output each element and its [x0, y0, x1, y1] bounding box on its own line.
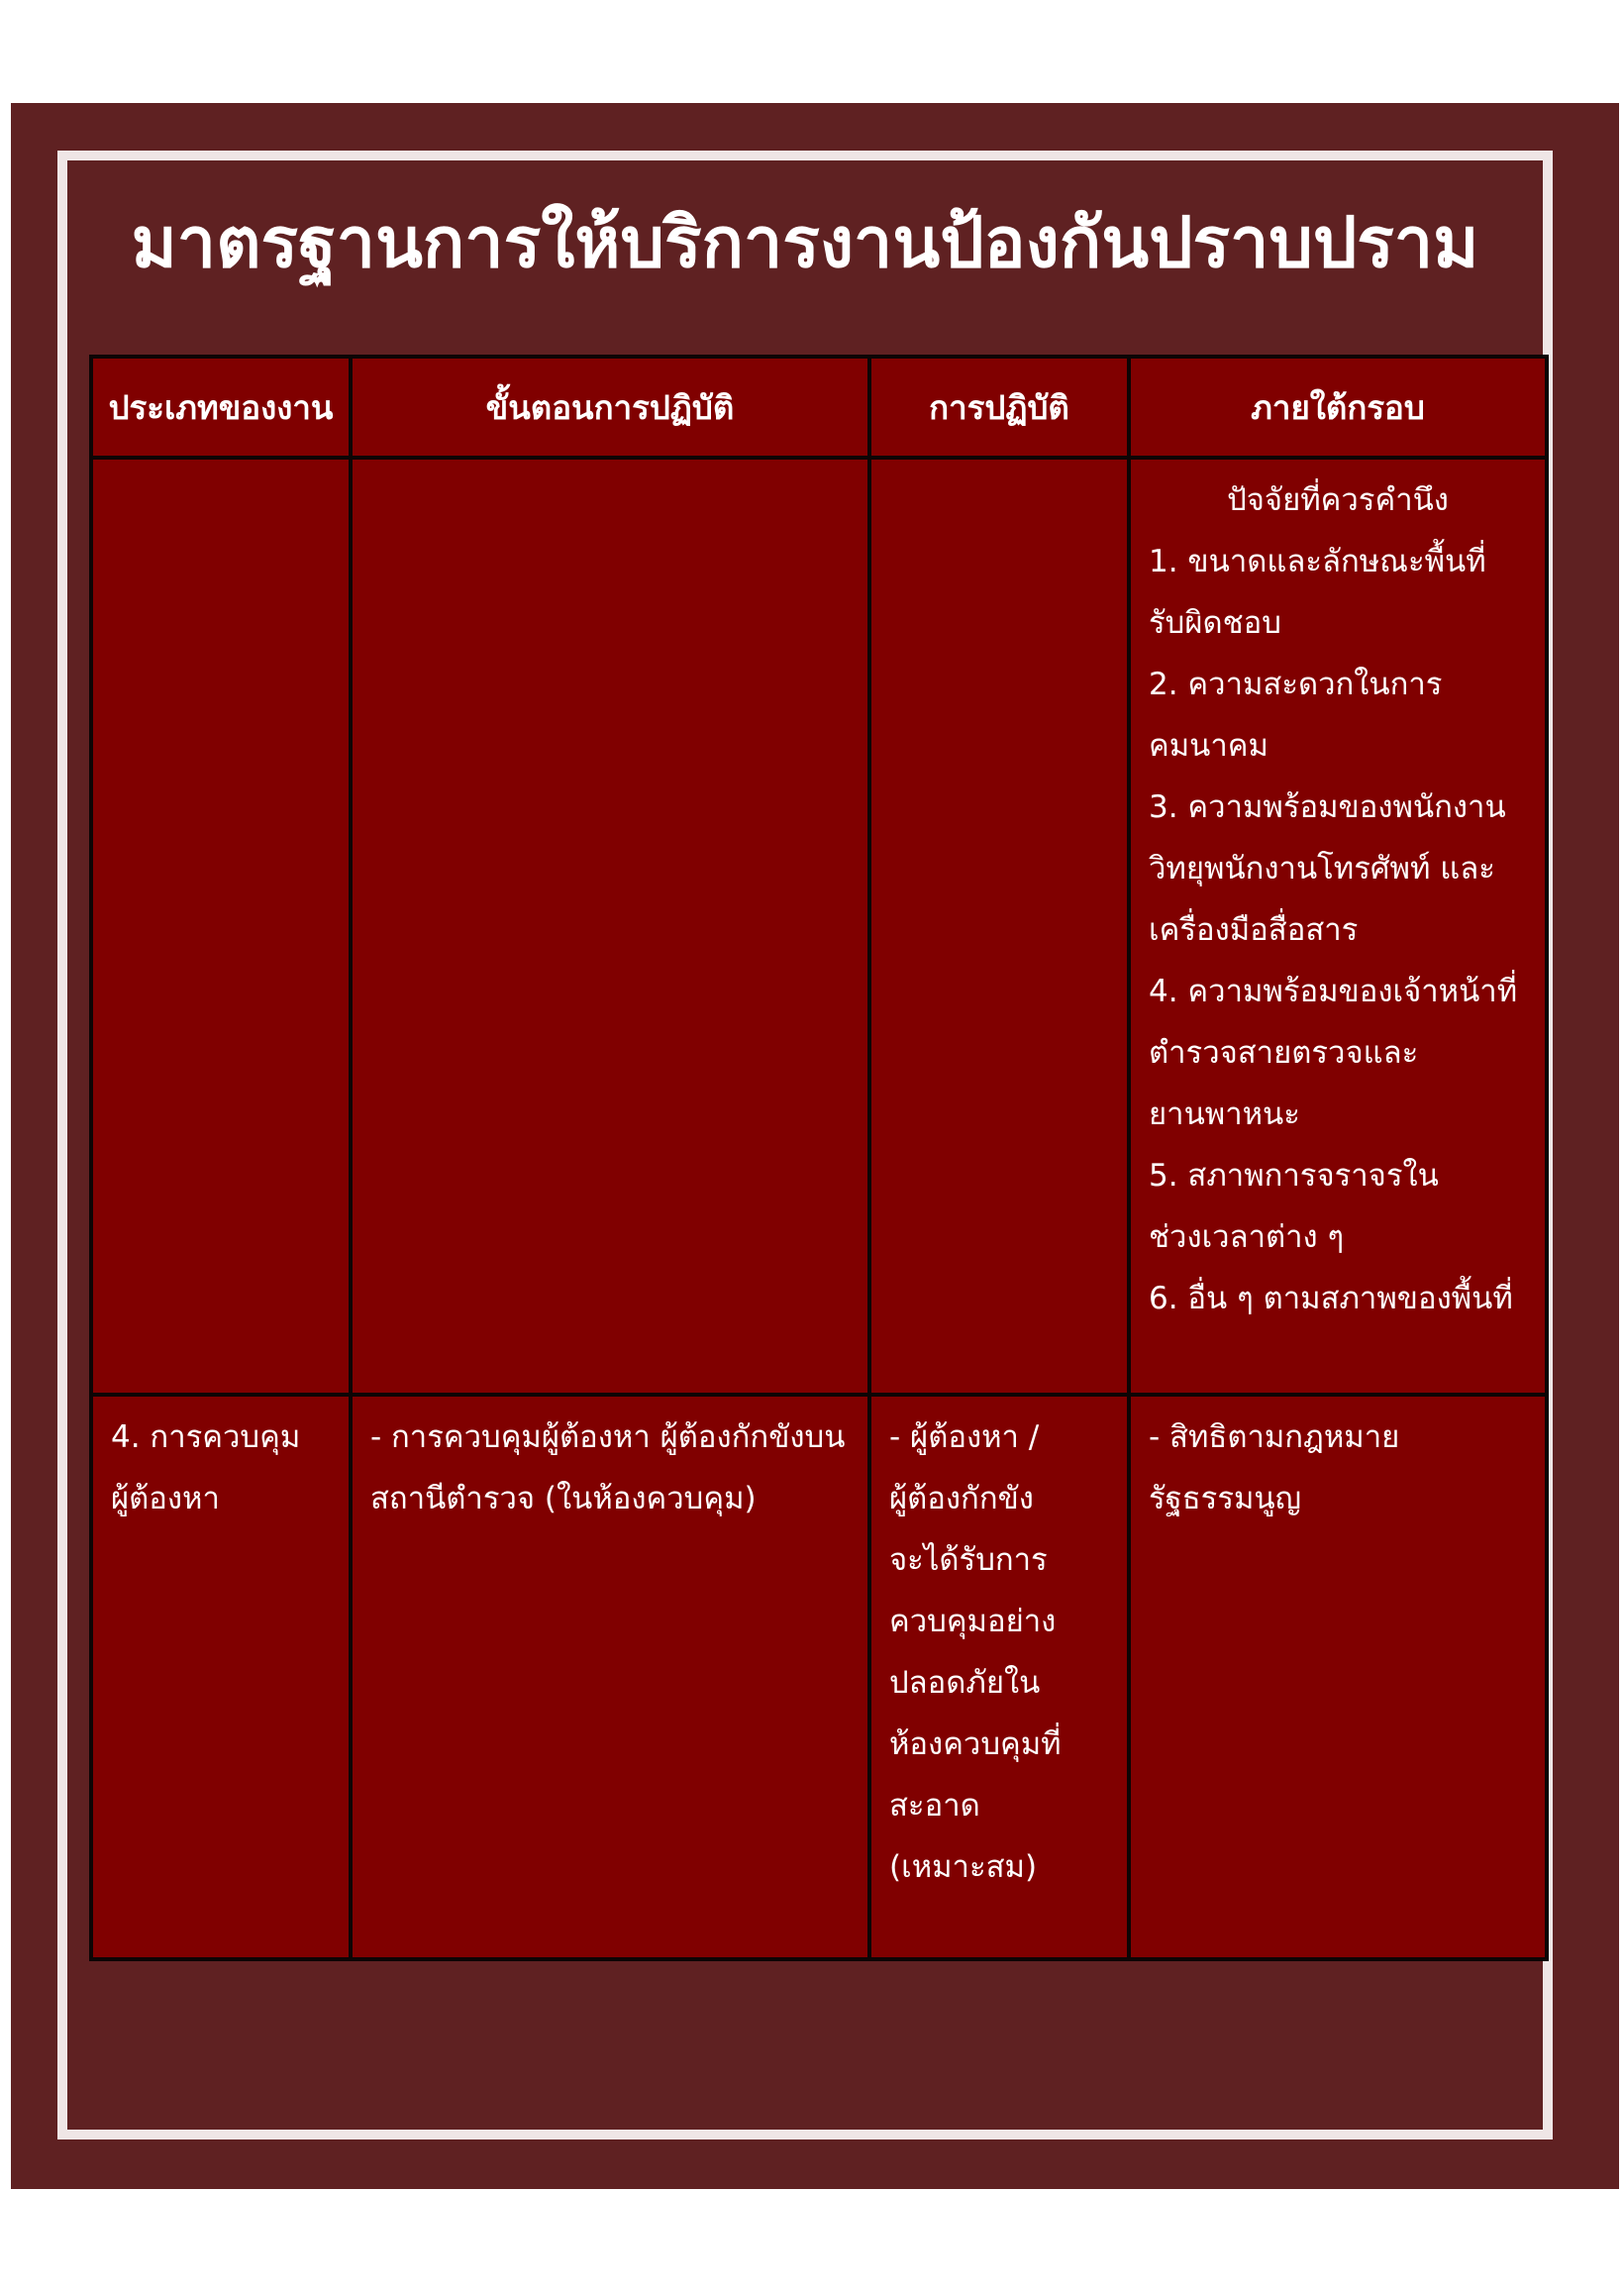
- factor-line: เครื่องมือสื่อสาร: [1149, 912, 1359, 948]
- factor-line: 6. อื่น ๆ ตามสภาพของพื้นที่: [1149, 1281, 1513, 1316]
- practice-line: - ผู้ต้องหา /: [889, 1419, 1040, 1455]
- practice-line: ควบคุมอย่าง: [889, 1604, 1057, 1639]
- service-standard-table: [89, 355, 1549, 1961]
- header-framework: ภายใต้กรอบ: [1129, 357, 1547, 458]
- factor-line: 1. ขนาดและลักษณะพื้นที่: [1149, 544, 1486, 579]
- cell-type-of-work: [91, 1395, 351, 1959]
- factor-line: 3. ความพร้อมของพนักงาน: [1149, 789, 1506, 825]
- factor-line: ตำรวจสายตรวจและ: [1149, 1035, 1419, 1071]
- framework-line: - สิทธิตามกฎหมาย: [1149, 1419, 1400, 1455]
- factor-line: 2. ความสะดวกในการ: [1149, 667, 1443, 702]
- practice-line: (เหมาะสม): [889, 1849, 1038, 1885]
- factor-line: ยานพาหนะ: [1149, 1096, 1300, 1132]
- cell-practice: [869, 1395, 1129, 1959]
- type-line: ผู้ต้องหา: [111, 1481, 220, 1516]
- header-type-of-work: ประเภทของงาน: [91, 357, 351, 458]
- procedure-line: - การควบคุมผู้ต้องหา ผู้ต้องกักขังบน: [370, 1419, 846, 1455]
- page-title: มาตรฐานการให้บริการงานป้องกันปราบปราม: [131, 202, 1479, 283]
- practice-line: จะได้รับการ: [889, 1542, 1048, 1578]
- cell-type-of-work: [91, 458, 351, 1395]
- type-line: 4. การควบคุม: [111, 1419, 301, 1455]
- practice-line: สะอาด: [889, 1788, 980, 1824]
- table-row: [91, 458, 1547, 1395]
- table-header-row: [91, 357, 1547, 458]
- cell-framework: [1129, 1395, 1547, 1959]
- header-practice: การปฏิบัติ: [869, 357, 1129, 458]
- cell-procedure: [351, 458, 869, 1395]
- factor-line: 4. ความพร้อมของเจ้าหน้าที่: [1149, 974, 1518, 1009]
- factor-line: วิทยุพนักงานโทรศัพท์ และ: [1149, 851, 1495, 887]
- framework-line: รัฐธรรมนูญ: [1149, 1481, 1302, 1516]
- factor-line: 5. สภาพการจราจรใน: [1149, 1158, 1439, 1194]
- factor-line: ช่วงเวลาต่าง ๆ: [1149, 1219, 1345, 1255]
- factor-line: คมนาคม: [1149, 728, 1269, 764]
- table-row: [91, 1395, 1547, 1959]
- cell-framework: [1129, 458, 1547, 1395]
- cell-practice: [869, 458, 1129, 1395]
- factors-heading: ปัจจัยที่ควรคำนึง: [1227, 482, 1449, 518]
- header-procedure: ขั้นตอนการปฏิบัติ: [351, 357, 869, 458]
- cell-procedure: [351, 1395, 869, 1959]
- procedure-line: สถานีตำรวจ (ในห้องควบคุม): [370, 1481, 757, 1516]
- practice-line: ผู้ต้องกักขัง: [889, 1481, 1034, 1516]
- practice-line: ห้องควบคุมที่: [889, 1726, 1062, 1762]
- practice-line: ปลอดภัยใน: [889, 1665, 1041, 1701]
- factor-line: รับผิดชอบ: [1149, 605, 1281, 641]
